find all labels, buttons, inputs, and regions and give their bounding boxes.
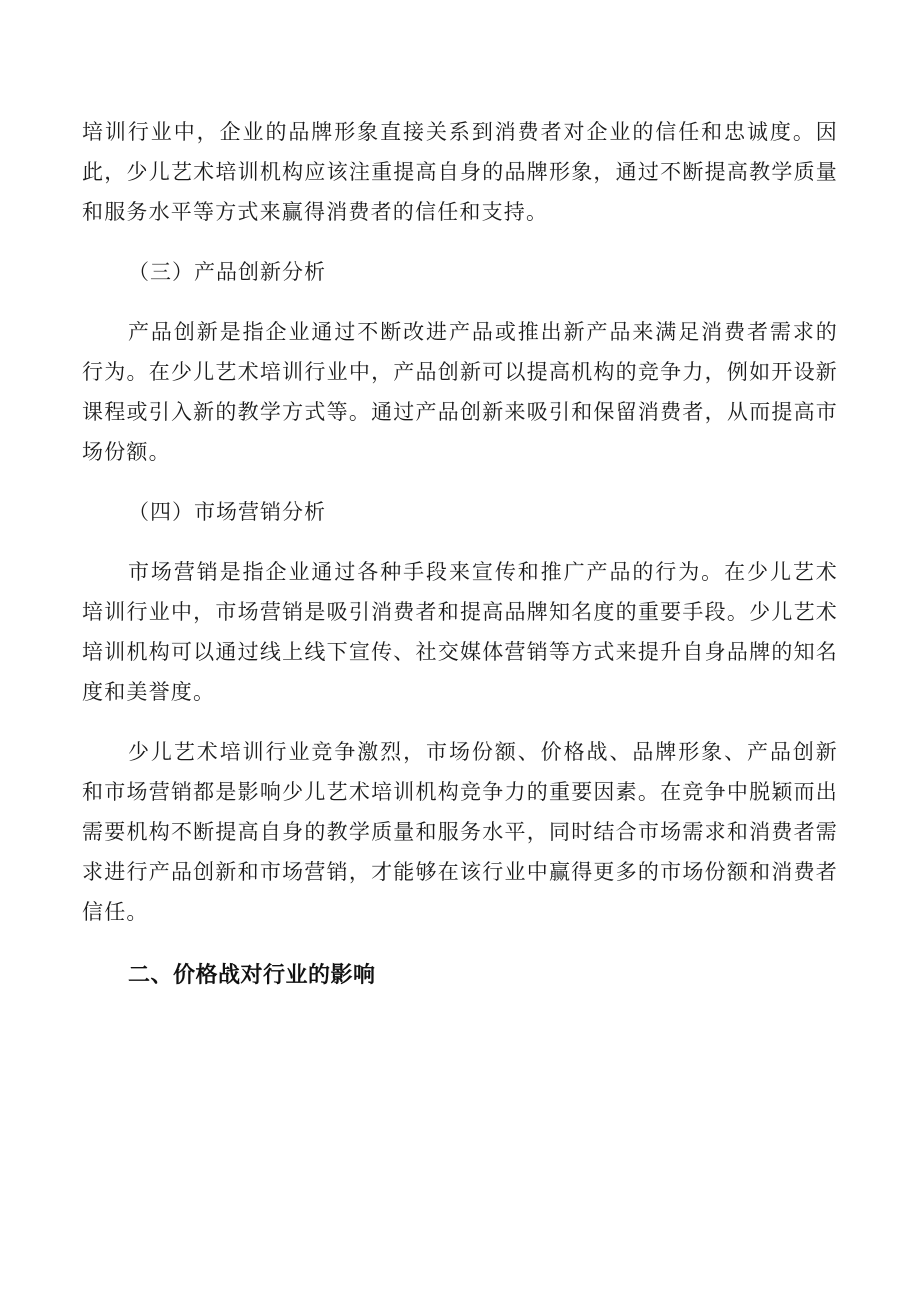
spacer <box>82 232 838 252</box>
subheading-product-innovation: （三）产品创新分析 <box>128 260 326 284</box>
spacer <box>82 472 838 492</box>
section-heading-price-war: 二、价格战对行业的影响 <box>128 963 376 988</box>
spacer <box>82 532 838 552</box>
subheading-marketing: （四）市场营销分析 <box>128 500 326 524</box>
spacer <box>82 292 838 312</box>
paragraph-summary: 少儿艺术培训行业竞争激烈，市场份额、价格战、品牌形象、产品创新和市场营销都是影响少儿艺术培训机构竞争力的重要因素。在竞争中脱颖而出需要机构不断提高自身的教学质量和服务水平，同时结合市场需求和消费者需求进行产品创新和市场营销，才能够在该行业中赢得更多的市场份额和消费者信任。 <box>82 740 838 924</box>
document-body <box>82 112 838 996</box>
spacer <box>82 932 838 956</box>
spacer <box>82 712 838 732</box>
paragraph-marketing: 市场营销是指企业通过各种手段来宣传和推广产品的行为。在少儿艺术培训行业中，市场营销是吸引消费者和提高品牌知名度的重要手段。少儿艺术培训机构可以通过线上线下宣传、社交媒体营销等方式来提升自身品牌的知名度和美誉度。 <box>82 560 838 704</box>
paragraph-brand-image: 培训行业中，企业的品牌形象直接关系到消费者对企业的信任和忠诚度。因此，少儿艺术培训机构应该注重提高自身的品牌形象，通过不断提高教学质量和服务水平等方式来赢得消费者的信任和支持。 <box>82 120 838 224</box>
paragraph-product-innovation: 产品创新是指企业通过不断改进产品或推出新产品来满足消费者需求的行为。在少儿艺术培训行业中，产品创新可以提高机构的竞争力，例如开设新课程或引入新的教学方式等。通过产品创新来吸引和保留消费者，从而提高市场份额。 <box>82 320 838 464</box>
